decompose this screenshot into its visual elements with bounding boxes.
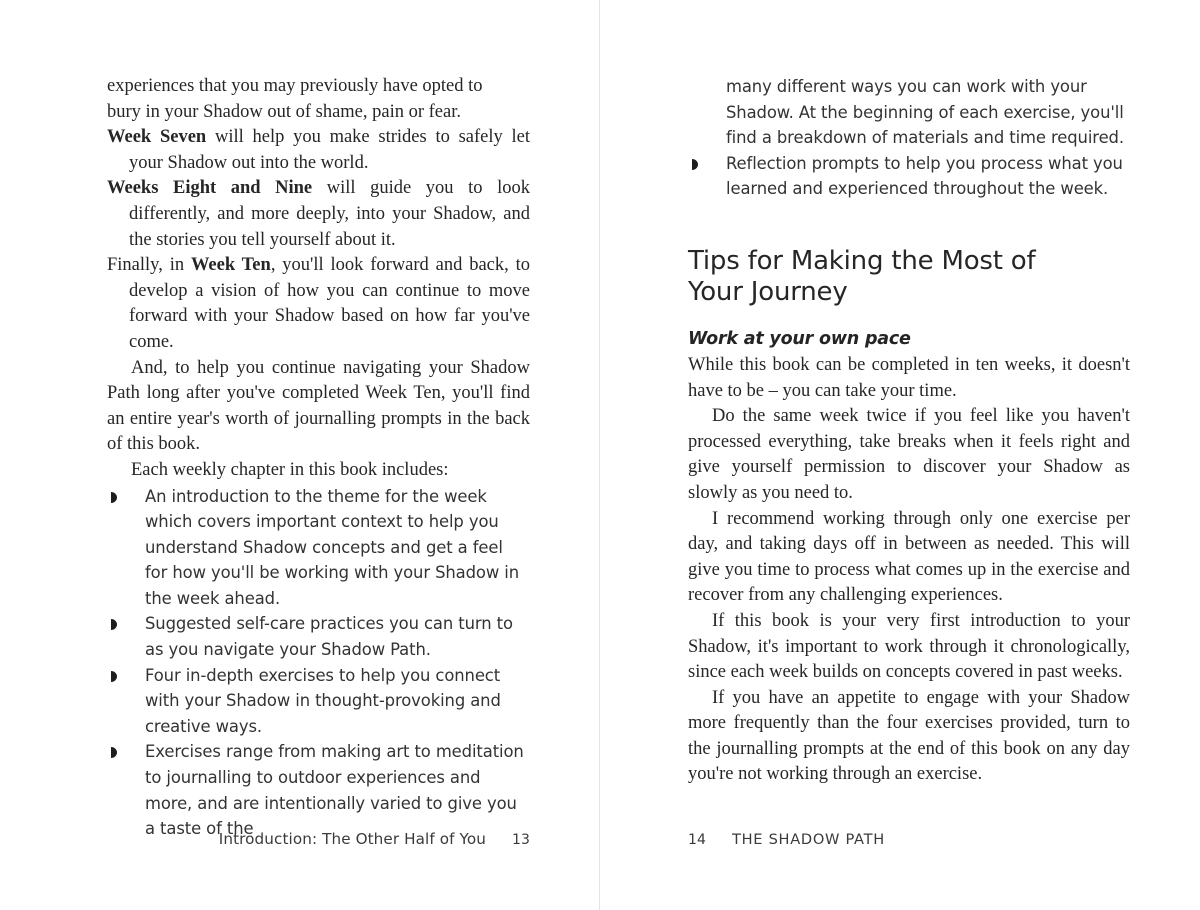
page-number: 13 xyxy=(511,832,530,848)
right-page xyxy=(600,0,1200,910)
list-item-label: Suggested self-care practices you can turn to as you navigate your Shadow Path. xyxy=(145,614,513,660)
week-ten-lead: Finally, in xyxy=(107,255,191,276)
continued-line-2: bury in your Shadow out of shame, pain or fear. xyxy=(107,101,461,122)
week-seven-text: will help you make strides to safely let your Shadow out into the world. xyxy=(129,127,530,173)
list-item-label: Reflection prompts to help you process what you learned and experienced throughout the week. xyxy=(726,153,1123,199)
chapter-contents-list-continued xyxy=(688,151,1130,202)
tips-paragraph-5: If you have an appetite to engage with your Shadow more frequently than the four exercises provided, turn to the journalling prompts at the end of this book on any day you're not working through an exercise. xyxy=(688,687,1130,785)
list-item-label: Four in-depth exercises to help you connect with your Shadow in thought-provoking and creative ways. xyxy=(145,665,501,736)
tips-paragraph-1: While this book can be completed in ten weeks, it doesn't have to be – you can take your time. xyxy=(688,354,1130,401)
list-item xyxy=(107,484,530,612)
week-seven-label: Week Seven xyxy=(107,127,207,148)
week-ten-label: Week Ten xyxy=(190,255,271,276)
list-item xyxy=(107,611,530,662)
bullet-marker-icon xyxy=(111,492,117,503)
bullet-marker-icon xyxy=(111,619,117,630)
week-seven-entry xyxy=(107,125,530,176)
bullet-marker-icon xyxy=(111,747,117,758)
page-number: 14 xyxy=(688,832,707,848)
shadow-path-paragraph: And, to help you continue navigating your Shadow Path long after you've completed Week Ten, you'll find an entire year's worth of journalling prompts in the back of this book. xyxy=(107,357,530,455)
running-foot-title: THE SHADOW PATH xyxy=(732,831,885,848)
weeks-eight-nine-label: Weeks Eight and Nine xyxy=(107,178,313,199)
bullet-marker-icon xyxy=(692,159,698,170)
list-item xyxy=(107,739,530,841)
continued-line-1: experiences that you may previously have opted to xyxy=(107,76,483,96)
weeks-eight-nine-entry xyxy=(107,176,530,253)
sub-heading: Work at your own pace xyxy=(688,328,911,349)
list-item xyxy=(107,663,530,740)
chapter-contents-list xyxy=(107,484,530,842)
list-item-label: Exercises range from making art to meditation to journalling to outdoor experiences and more, and are intentionally varied to give you a taste of the xyxy=(145,742,524,839)
week-ten-entry xyxy=(107,253,530,355)
bullet-continuation-text: many different ways you can work with your Shadow. At the beginning of each exercise, you'll find a breakdown of materials and time required. xyxy=(726,77,1124,148)
bullet-marker-icon xyxy=(111,671,117,682)
chapter-includes-paragraph: Each weekly chapter in this book includes: xyxy=(131,459,449,480)
list-item-label: An introduction to the theme for the week which covers important context to help you understand Shadow concepts and get a feel for how you'll be working with your Shadow in the week ahead. xyxy=(145,486,520,608)
right-running-foot xyxy=(688,831,885,848)
week-ten-text: , you'll look forward and back, to develop a vision of how you can continue to move forward with your Shadow based on how far you've come. xyxy=(129,255,531,352)
weeks-eight-nine-text: will guide you to look differently, and more deeply, into your Shadow, and the stories you tell yourself about it. xyxy=(129,178,530,250)
left-running-foot xyxy=(219,830,530,848)
tips-paragraph-3: I recommend working through only one exercise per day, and taking days off in between as needed. This will give you time to process what comes up in the exercise and recover from any challenging experiences. xyxy=(688,508,1130,606)
continued-week-list xyxy=(107,74,530,125)
tips-paragraph-4: If this book is your very first introduction to your Shadow, it's important to work through it chronologically, since each week builds on concepts covered in past weeks. xyxy=(688,610,1130,683)
running-foot-chapter: Introduction: The Other Half of You xyxy=(218,830,486,848)
section-heading: Tips for Making the Most of Your Journey xyxy=(688,245,1036,307)
tips-paragraph-2: Do the same week twice if you feel like you haven't processed everything, take breaks when it feels right and give yourself permission to discover your Shadow as slowly as you need to. xyxy=(688,406,1130,503)
list-item xyxy=(688,151,1130,202)
